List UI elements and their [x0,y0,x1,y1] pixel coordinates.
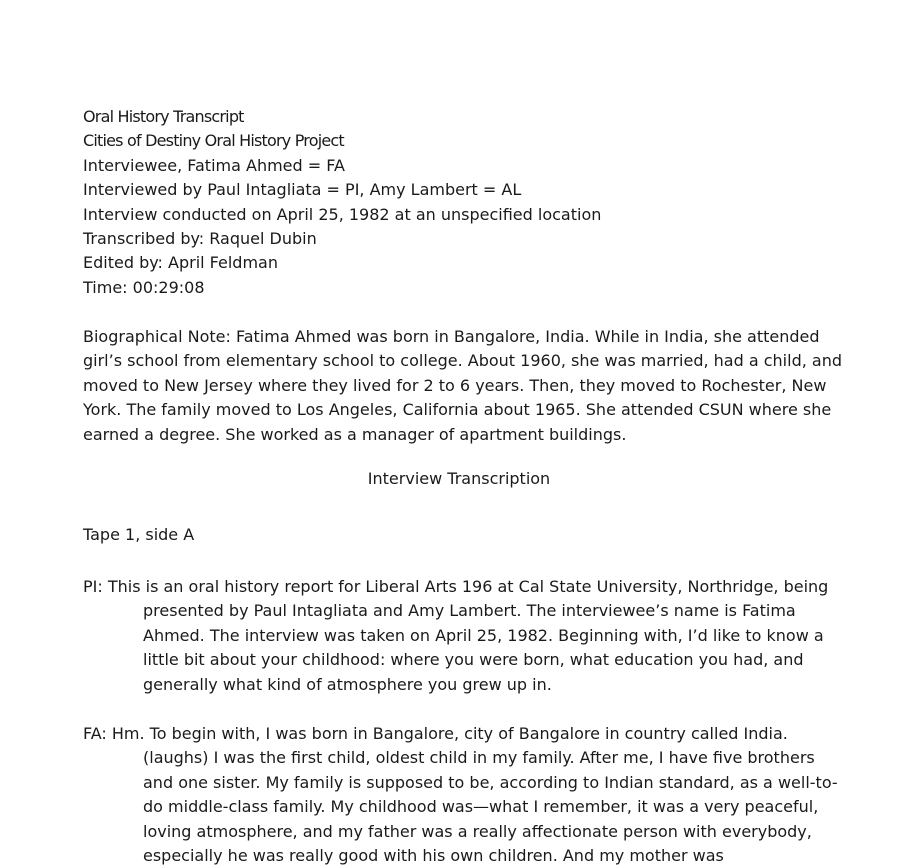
transcript-turn-fa: FA: Hm. To begin with, I was born in Bangalore, city of Bangalore in country called India. (laughs) I was the first child, oldest child in my family. After me, I have five brothers and one sister. My family is supposed to be, according to Indian standard, as a well-to-do middle-class family. My childhood was—what I remember, it was a very peaceful, loving atmosphere, and my father was a really affectionate person with everybody, especially he was really good with his own children. And my mother was [83,724,838,866]
project-line: Cities of Destiny Oral History Project [83,131,344,151]
transcript-turn-pi: PI: This is an oral history report for Liberal Arts 196 at Cal State University, Northridge, being presented by Paul Intagliata and Amy Lambert. The interviewee’s name is Fatima Ahmed. The interview was taken on April 25, 1982. Beginning with, I’d like to know a little bit about your childhood: where you were born, what education you had, and generally what kind of atmosphere you grew up in. [83,577,829,694]
conducted-line: Interview conducted on April 25, 1982 at an unspecified location [83,204,602,224]
edited-by-line: Edited by: April Feldman [83,253,278,273]
time-line: Time: 00:29:08 [83,277,205,297]
section-title: Interview Transcription [367,469,551,488]
tape-label: Tape 1, side A [83,525,195,544]
interviewee-line: Interviewee, Fatima Ahmed = FA [83,155,345,175]
biographical-note: Biographical Note: Fatima Ahmed was born in Bangalore, India. While in India, she attended girl’s school from elementary school to college. About 1960, she was married, had a child, and moved to New Jersey where they lived for 2 to 6 years. Then, they moved to Rochester, New York. The family moved to Los Angeles, California about 1965. She attended CSUN where she earned a degree. She worked as a manager of apartment buildings. [83,327,842,444]
interviewers-line: Interviewed by Paul Intagliata = PI, Amy Lambert = AL [83,180,522,200]
doc-type-line: Oral History Transcript [83,107,244,126]
transcribed-by-line: Transcribed by: Raquel Dubin [83,229,317,249]
transcript-header [83,105,863,300]
